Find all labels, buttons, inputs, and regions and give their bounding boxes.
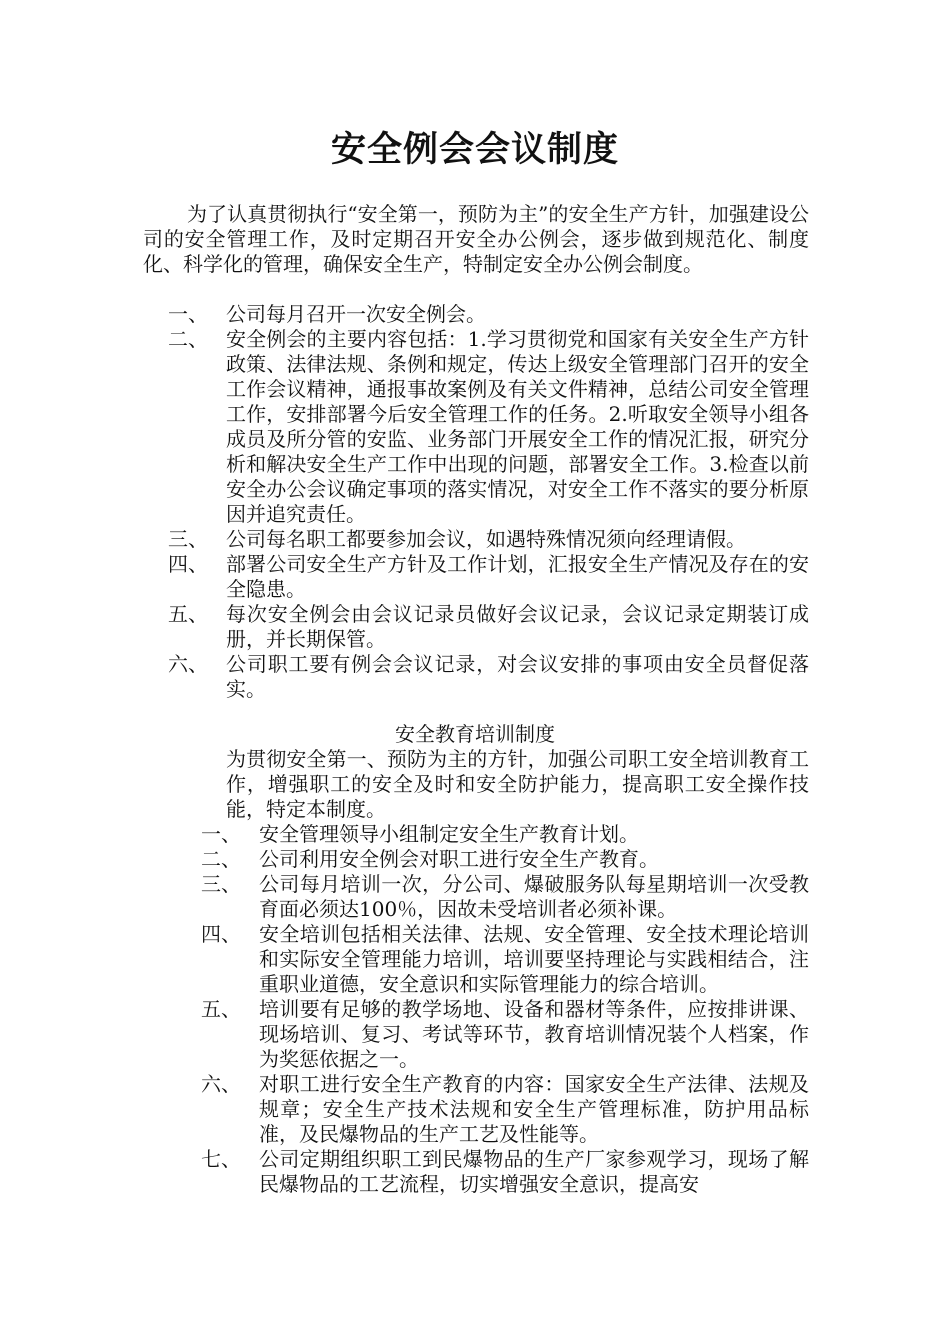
list-item-text: 培训要有足够的教学场地、设备和器材等条件，应按排讲课、现场培训、复习、考试等环节，教育培训情况装个人档案，作为奖惩依据之一。	[259, 997, 809, 1071]
list-item-number: 五、	[168, 602, 208, 626]
list-item	[143, 602, 809, 652]
list-item	[143, 327, 809, 527]
section-intro-paragraph: 为贯彻安全第一、预防为主的方针，加强公司职工安全培训教育工作，增强职工的安全及时和安全防护能力，提高职工安全操作技能，特定本制度。	[226, 747, 809, 821]
list-item-text: 公司职工要有例会会议记录，对会议安排的事项由安全员督促落实。	[226, 652, 809, 701]
list-item	[143, 847, 809, 872]
list-item-number: 七、	[201, 1147, 241, 1171]
list-item-text: 对职工进行安全生产教育的内容：国家安全生产法律、法规及规章；安全生产技术法规和安全生产管理标准，防护用品标准，及民爆物品的生产工艺及性能等。	[259, 1072, 809, 1146]
list-item-number: 三、	[201, 872, 241, 896]
list-item-number: 三、	[168, 527, 208, 551]
document-title: 安全例会会议制度	[330, 129, 619, 170]
list-item-number: 五、	[201, 997, 241, 1021]
list-item-text: 每次安全例会由会议记录员做好会议记录，会议记录定期装订成册，并长期保管。	[226, 602, 809, 651]
list-item-number: 四、	[201, 922, 241, 946]
training-rules-list	[143, 822, 809, 1197]
list-item	[143, 872, 809, 922]
list-item-text: 安全培训包括相关法律、法规、安全管理、安全技术理论培训和实际安全管理能力培训，培训要坚持理论与实践相结合，注重职业道德，安全意识和实际管理能力的综合培训。	[259, 922, 809, 996]
list-item	[143, 652, 809, 702]
list-item	[143, 922, 809, 997]
list-item-text: 公司每月召开一次安全例会。	[226, 302, 486, 326]
intro-paragraph: 为了认真贯彻执行“安全第一，预防为主”的安全生产方针，加强建设公司的安全管理工作，及时定期召开安全办公例会，逐步做到规范化、制度化、科学化的管理，确保安全生产，特制定安全办公例会制度。	[143, 202, 809, 276]
list-item	[143, 552, 809, 602]
list-item-text: 公司每名职工都要参加会议，如遇特殊情况须向经理请假。	[226, 527, 746, 551]
list-item-number: 一、	[201, 822, 241, 846]
list-item	[143, 997, 809, 1072]
list-item-text: 公司利用安全例会对职工进行安全生产教育。	[259, 847, 659, 871]
list-item-text: 公司定期组织职工到民爆物品的生产厂家参观学习，现场了解民爆物品的工艺流程，切实增强安全意识，提高安	[259, 1147, 809, 1196]
list-item-text: 公司每月培训一次，分公司、爆破服务队每星期培训一次受教育面必须达100％，因故未受培训者必须补课。	[259, 872, 809, 921]
list-item-number: 四、	[168, 552, 208, 576]
meeting-rules-list	[143, 302, 809, 702]
list-item-text: 部署公司安全生产方针及工作计划，汇报安全生产情况及存在的安全隐患。	[226, 552, 809, 601]
list-item-number: 二、	[201, 847, 241, 871]
list-item-text: 安全例会的主要内容包括：1.学习贯彻党和国家有关安全生产方针政策、法律法规、条例和规定，传达上级安全管理部门召开的安全工作会议精神，通报事故案例及有关文件精神，总结公司安全管理工作，安排部署今后安全管理工作的任务。2.听取安全领导小组各成员及所分管的安监、业务部门开展安全工作的情况汇报，研究分析和解决安全生产工作中出现的问题，部署安全工作。3.检查以前安全办公会议确定事项的落实情况，对安全工作不落实的要分析原因并追究责任。	[226, 327, 809, 526]
list-item-number: 一、	[168, 302, 208, 326]
list-item-number: 六、	[168, 652, 208, 676]
section-title: 安全教育培训制度	[395, 722, 555, 746]
list-item-text: 安全管理领导小组制定安全生产教育计划。	[259, 822, 639, 846]
list-item-number: 六、	[201, 1072, 241, 1096]
list-item	[143, 822, 809, 847]
list-item	[143, 527, 809, 552]
list-item-number: 二、	[168, 327, 208, 351]
list-item	[143, 1147, 809, 1197]
list-item	[143, 1072, 809, 1147]
list-item	[143, 302, 809, 327]
